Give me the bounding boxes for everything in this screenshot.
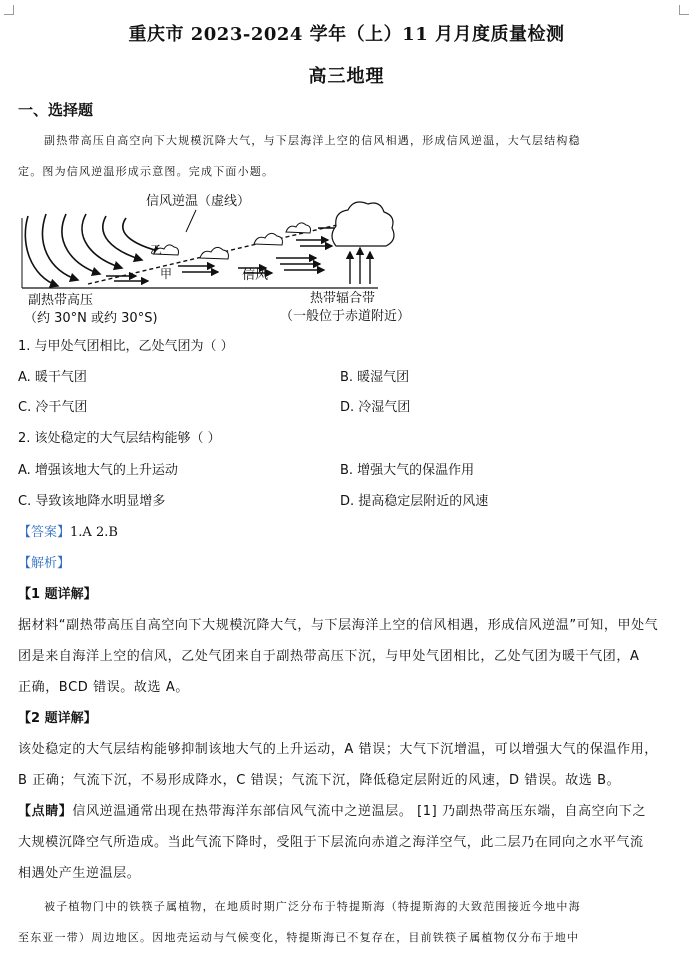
analysis-label: 【解析】 <box>18 556 71 571</box>
tip-line-1 <box>18 802 646 822</box>
corner-mark-right <box>679 5 689 15</box>
next-passage-line-2: 至东亚一带）周边地区。因地壳运动与气候变化，特提斯海已不复存在，目前铁筷子属植物仅分布于地中 <box>18 931 580 944</box>
label-subtropical-high: 副热带高压 <box>28 293 94 308</box>
detail1-label: 【1 题详解】 <box>18 587 97 602</box>
q1-option-a: A. 暖干气团 <box>18 370 87 385</box>
q2-option-c: C. 导致该地降水明显增多 <box>18 494 166 509</box>
tip-text: 信风逆温通常出现在热带海洋东部信风气流中之逆温层。 [1] 乃副热带高压东端，自高空向下之 <box>72 804 647 819</box>
corner-mark-left <box>4 5 14 15</box>
detail2-line-1: 该处稳定的大气层结构能够抑制该地大气的上升运动，A 错误；大气下沉增温，可以增强大气的保温作用， <box>18 742 658 757</box>
q2-stem: 2. 该处稳定的大气层结构能够（ ） <box>18 431 221 446</box>
page-subtitle: 高三地理 <box>308 66 385 87</box>
itcz-cloud <box>332 202 394 246</box>
label-trade-wind: 信风 <box>242 268 269 283</box>
label-subtropical-lat: （约 30°N 或约 30°S) <box>24 311 158 326</box>
q1-option-c: C. 冷干气团 <box>18 400 88 415</box>
intro-line-1: 副热带高压自高空向下大规模沉降大气，与下层海洋上空的信风相遇，形成信风逆温，大气层结构稳 <box>44 134 581 147</box>
label-itcz-note: （一般位于赤道附近） <box>280 309 411 324</box>
answer-text: 1.A 2.B <box>70 525 118 540</box>
label-jia: 甲 <box>160 267 173 281</box>
trade-wind-inversion-diagram <box>18 188 418 330</box>
tip-line-3: 相遇处产生逆温层。 <box>18 866 141 881</box>
subsiding-air-arcs <box>25 214 162 286</box>
label-yi: 乙 <box>150 243 163 257</box>
page-title: 重庆市 2023-2024 学年（上）11 月月度质量检测 <box>128 24 565 45</box>
next-passage-line-1: 被子植物门中的铁筷子属植物，在地质时期广泛分布于特提斯海（特提斯海的大致范围接近今地中海 <box>44 900 581 913</box>
inversion-label-pointer <box>186 210 196 232</box>
q1-stem: 1. 与甲处气团相比，乙处气团为（ ） <box>18 339 234 354</box>
answer-label: 【答案】 <box>18 525 71 540</box>
detail2-line-2: B 正确；气流下沉，不易形成降水，C 错误；气流下沉，降低稳定层附近的风速，D 错误。故选 B。 <box>18 773 621 788</box>
intro-line-2: 定。图为信风逆温形成示意图。完成下面小题。 <box>18 165 275 178</box>
tip-label: 【点睛】 <box>18 804 73 819</box>
answer-line <box>18 523 118 543</box>
itcz-updraft-arrows <box>350 248 370 284</box>
detail2-label: 【2 题详解】 <box>18 711 97 726</box>
q2-option-a: A. 增强该地大气的上升运动 <box>18 463 178 478</box>
q2-option-d: D. 提高稳定层附近的风速 <box>340 494 489 509</box>
tip-line-2: 大规模沉降空气所造成。当此气流下降时，受阻于下层流向赤道之海洋空气，此二层乃在同向之水平气流 <box>18 835 644 850</box>
q2-option-b: B. 增强大气的保温作用 <box>340 463 475 478</box>
detail1-line-3: 正确，BCD 错误。故选 A。 <box>18 680 189 695</box>
detail1-line-2: 团是来自海洋上空的信风，乙处气团来自于副热带高压下沉，与甲处气团相比，乙处气团为暖干气团，A <box>18 649 640 664</box>
detail1-line-1: 据材料“副热带高压自高空向下大规模沉降大气，与下层海洋上空的信风相遇，形成信风逆温”可知，甲处气 <box>18 618 659 633</box>
inversion-label: 信风逆温（虚线） <box>146 194 251 209</box>
q1-option-d: D. 冷湿气团 <box>340 400 411 415</box>
label-itcz: 热带辐合带 <box>310 291 376 306</box>
q1-option-b: B. 暖湿气团 <box>340 370 410 385</box>
section-heading: 一、选择题 <box>18 101 94 119</box>
cloud-shapes <box>154 223 311 259</box>
